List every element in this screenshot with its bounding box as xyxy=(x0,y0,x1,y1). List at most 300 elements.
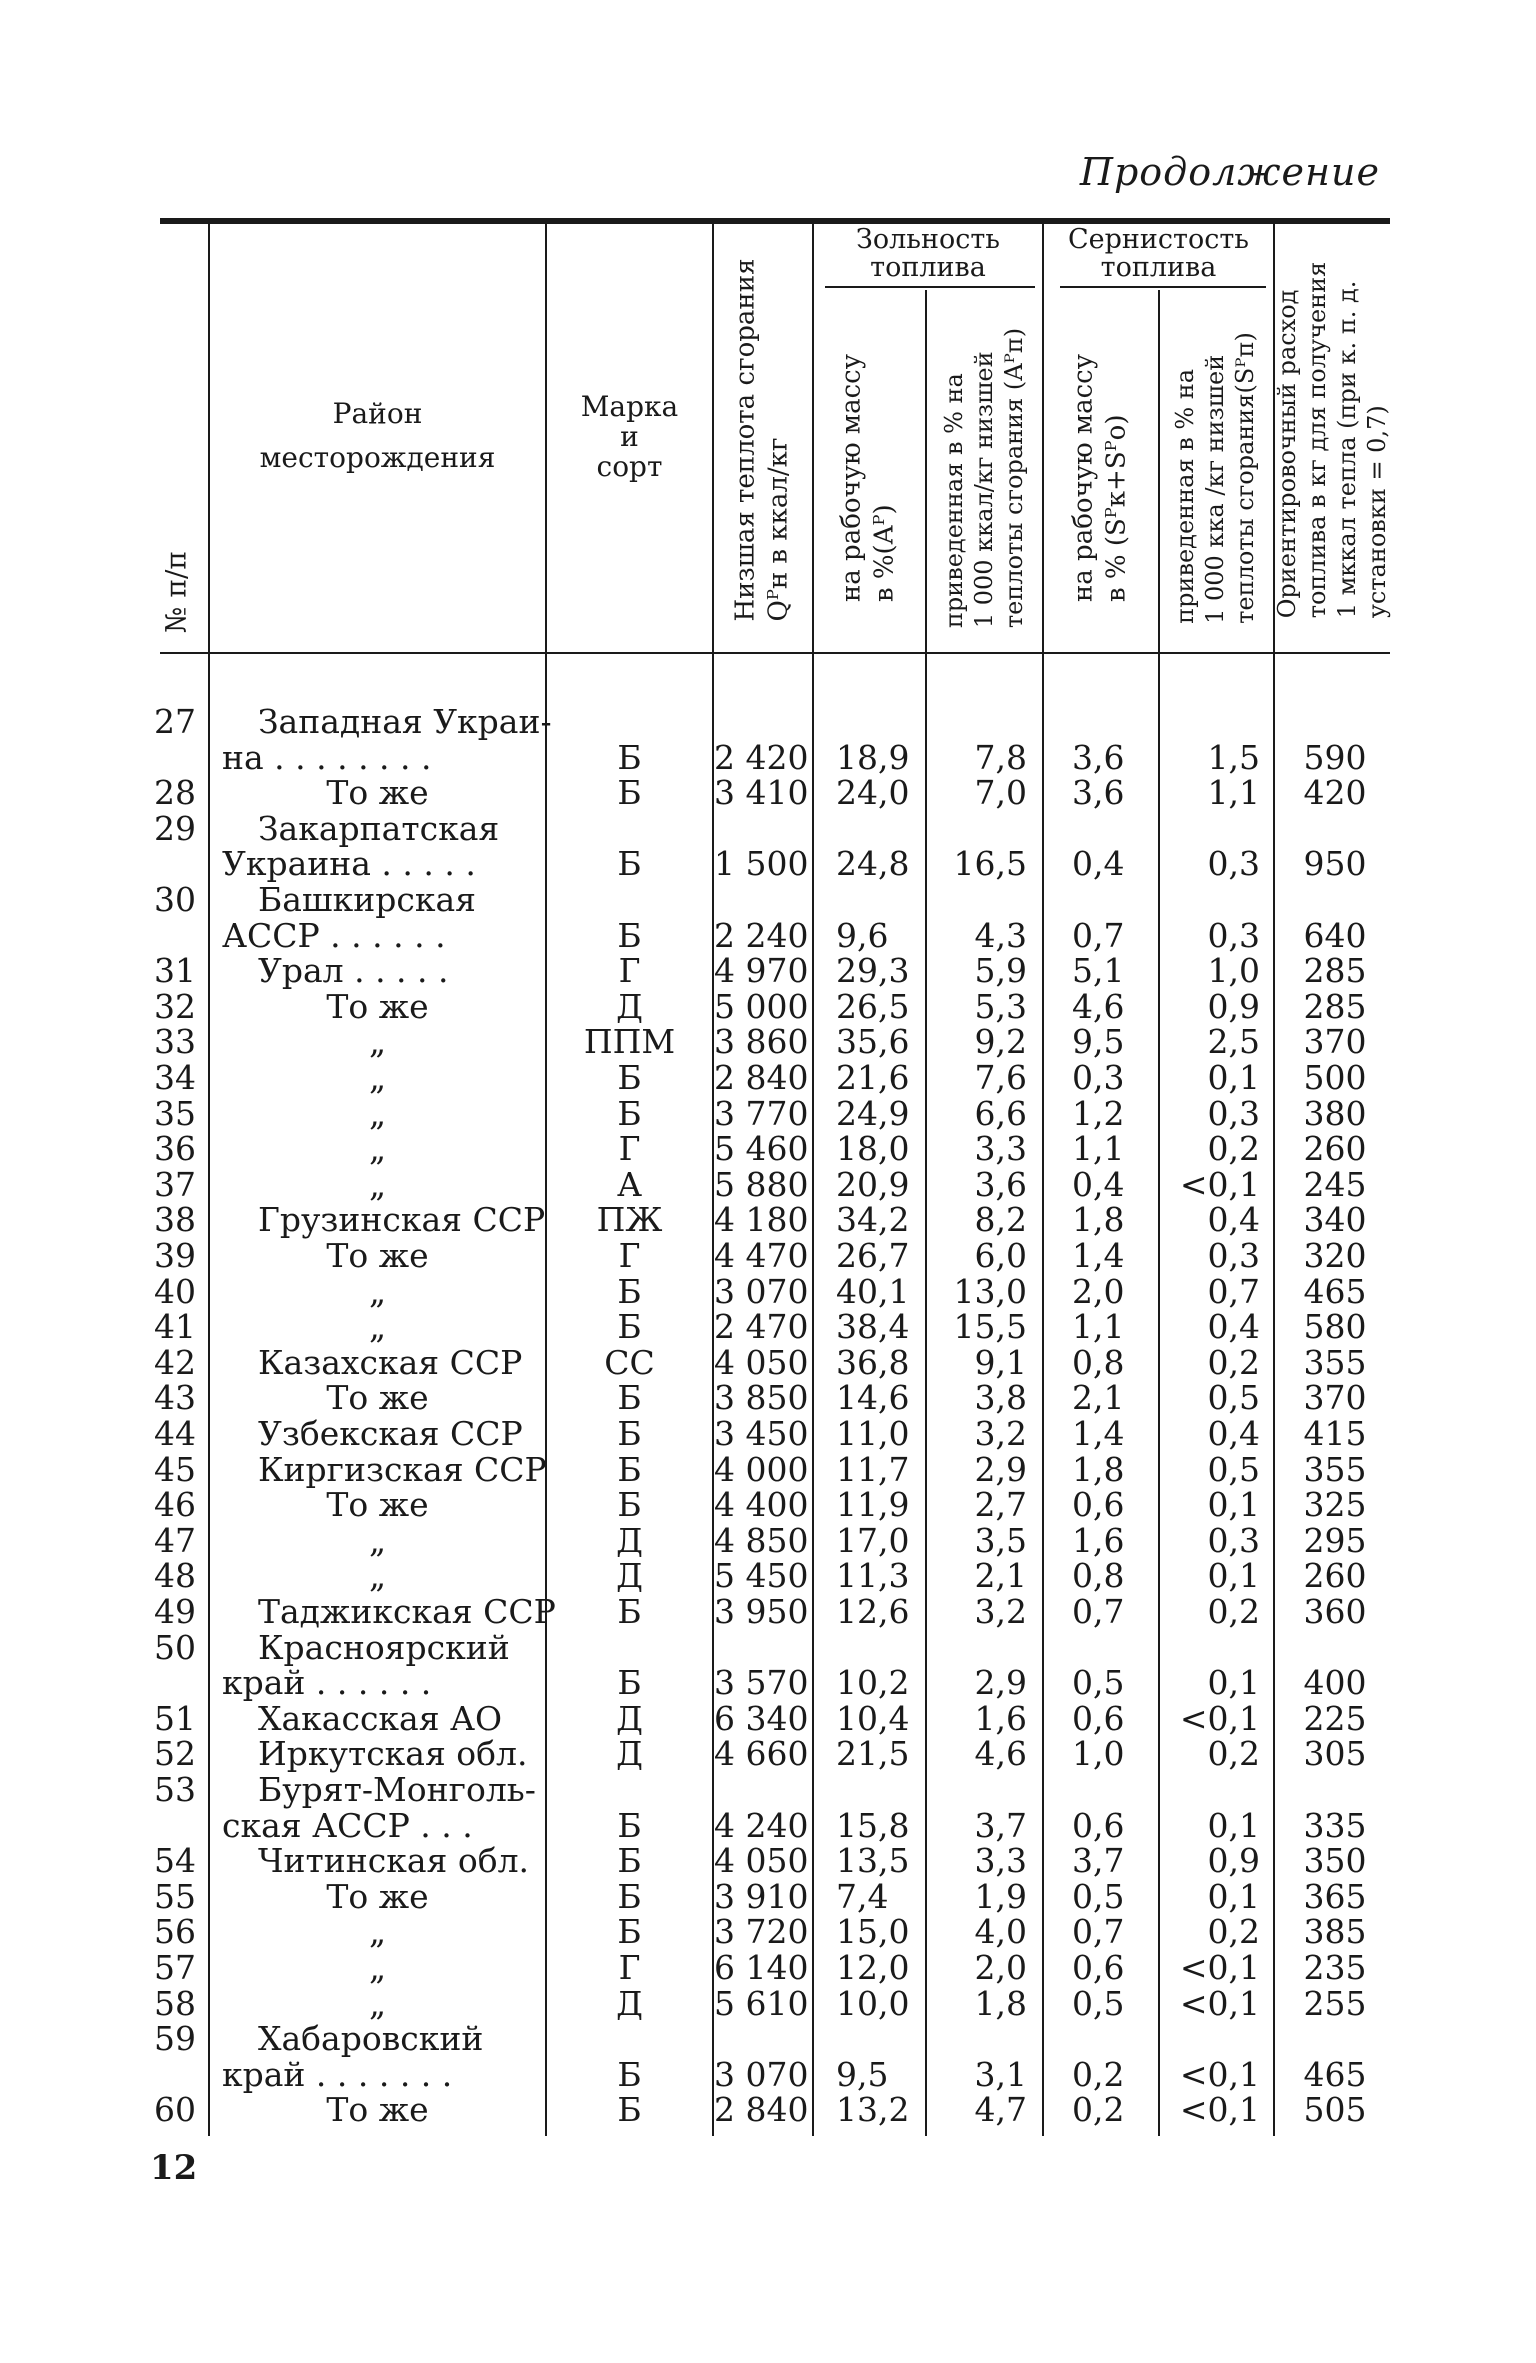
row-number: 51 xyxy=(154,1698,196,1738)
ash-reduced-value: 2,9 xyxy=(974,1663,1027,1703)
ditto-mark: „ xyxy=(368,1983,387,2023)
fuel-brand: ПЖ xyxy=(596,1200,663,1240)
ash-reduced-value: 4,7 xyxy=(974,2090,1027,2130)
fuel-consumption-value: 305 xyxy=(1303,1734,1367,1774)
region-name: Западная Украи- xyxy=(258,702,552,741)
ash-working-value: 34,2 xyxy=(836,1200,910,1240)
ash-reduced-value: 9,1 xyxy=(974,1342,1027,1382)
fuel-brand: А xyxy=(617,1164,642,1204)
heat-value: 4 240 xyxy=(714,1805,809,1845)
ash-reduced-value: 9,2 xyxy=(974,1022,1027,1062)
ash-reduced-value: 5,9 xyxy=(974,951,1027,991)
ash-working-value: 26,5 xyxy=(836,986,910,1026)
row-number: 45 xyxy=(154,1449,196,1489)
ash-working-value: 10,4 xyxy=(836,1698,910,1738)
ash-reduced-value: 13,0 xyxy=(953,1271,1027,1311)
page-number: 12 xyxy=(150,2148,198,2188)
fuel-consumption-value: 325 xyxy=(1303,1485,1367,1525)
sulfur-working-value: 1,1 xyxy=(1072,1129,1125,1169)
ash-working-value: 38,4 xyxy=(836,1307,910,1347)
ash-reduced-value: 3,1 xyxy=(974,2054,1027,2094)
region-name: То же xyxy=(326,1378,429,1418)
ash-working-value: 40,1 xyxy=(836,1271,910,1311)
fuel-consumption-value: 590 xyxy=(1303,737,1367,777)
region-name: Таджикская ССР xyxy=(258,1592,556,1631)
sulfur-reduced-value: 0,5 xyxy=(1207,1449,1260,1489)
fuel-consumption-value: 400 xyxy=(1303,1663,1367,1703)
heat-value: 3 410 xyxy=(714,773,809,813)
ash-reduced-value: 3,3 xyxy=(974,1841,1027,1881)
fuel-consumption-value: 295 xyxy=(1303,1520,1367,1560)
fuel-consumption-value: 335 xyxy=(1303,1805,1367,1845)
row-number: 60 xyxy=(154,2090,196,2130)
sulfur-working-value: 1,0 xyxy=(1072,1734,1125,1774)
row-number: 55 xyxy=(154,1876,196,1916)
fuel-consumption-value: 500 xyxy=(1303,1058,1367,1097)
ash-working-value: 24,0 xyxy=(836,773,910,813)
sulfur-reduced-value: 2,5 xyxy=(1207,1022,1260,1062)
sulfur-working-value: 3,7 xyxy=(1072,1841,1125,1881)
heat-value: 6 340 xyxy=(714,1698,809,1738)
row-number: 40 xyxy=(154,1271,196,1311)
heat-value: 2 240 xyxy=(714,915,809,955)
row-number: 27 xyxy=(154,702,196,741)
heat-value: 4 400 xyxy=(714,1485,809,1525)
continuation-label: Продолжение xyxy=(1079,150,1380,194)
ash-reduced-value: 4,6 xyxy=(974,1734,1027,1774)
fuel-consumption-value: 465 xyxy=(1303,2054,1367,2094)
region-name: Хакасская АО xyxy=(258,1698,503,1738)
sulfur-reduced-value: <0,1 xyxy=(1179,1948,1260,1987)
ash-reduced-value: 5,3 xyxy=(974,986,1027,1026)
region-name: край . . . . . . xyxy=(222,1663,432,1703)
ditto-mark: „ xyxy=(368,1948,387,1987)
ash-reduced-value: 7,8 xyxy=(974,737,1027,777)
ditto-mark: „ xyxy=(368,1129,387,1169)
ash-reduced-value: 6,6 xyxy=(974,1093,1027,1133)
ash-working-value: 26,7 xyxy=(836,1236,910,1275)
sulfur-reduced-value: 0,2 xyxy=(1207,1129,1260,1169)
ash-reduced-value: 2,0 xyxy=(974,1948,1027,1987)
fuel-brand: Б xyxy=(617,1449,642,1489)
ash-working-value: 21,5 xyxy=(836,1734,910,1774)
fuel-consumption-value: 640 xyxy=(1303,915,1367,955)
fuel-brand: СС xyxy=(604,1342,655,1382)
sulfur-reduced-value: 0,1 xyxy=(1207,1876,1260,1916)
row-number: 50 xyxy=(154,1627,196,1667)
ash-reduced-value: 3,2 xyxy=(974,1592,1027,1631)
sulfur-working-value: 1,6 xyxy=(1072,1520,1125,1560)
sulfur-working-value: 0,5 xyxy=(1072,1663,1125,1703)
sulfur-working-value: 9,5 xyxy=(1072,1022,1125,1062)
sulfur-working-value: 0,4 xyxy=(1072,844,1125,884)
sulfur-reduced-value: 0,3 xyxy=(1207,844,1260,884)
sulfur-working-value: 0,5 xyxy=(1072,1983,1125,2023)
ash-reduced-value: 7,0 xyxy=(974,773,1027,813)
ash-reduced-value: 1,8 xyxy=(974,1983,1027,2023)
fuel-consumption-value: 465 xyxy=(1303,1271,1367,1311)
sulfur-reduced-value: 0,9 xyxy=(1207,986,1260,1026)
sulfur-reduced-value: 0,2 xyxy=(1207,1912,1260,1952)
heat-value: 3 910 xyxy=(714,1876,809,1916)
row-number: 52 xyxy=(154,1734,196,1774)
fuel-consumption-value: 245 xyxy=(1303,1164,1367,1204)
ditto-mark: „ xyxy=(368,1058,387,1097)
ash-reduced-value: 4,3 xyxy=(974,915,1027,955)
row-number: 36 xyxy=(154,1129,196,1169)
ash-working-value: 11,0 xyxy=(836,1414,910,1453)
sulfur-working-value: 3,6 xyxy=(1072,773,1125,813)
ditto-mark: „ xyxy=(368,1520,387,1560)
heat-value: 2 840 xyxy=(714,2090,809,2130)
ash-reduced-value: 16,5 xyxy=(953,844,1027,884)
sulfur-reduced-value: 0,2 xyxy=(1207,1734,1260,1774)
fuel-consumption-value: 370 xyxy=(1303,1378,1367,1418)
fuel-brand: Б xyxy=(617,1876,642,1916)
fuel-brand: Б xyxy=(617,773,642,813)
ash-reduced-value: 2,7 xyxy=(974,1485,1027,1525)
sulfur-reduced-value: <0,1 xyxy=(1179,2090,1260,2130)
sulfur-working-value: 0,4 xyxy=(1072,1164,1125,1204)
ash-working-value: 10,2 xyxy=(836,1663,910,1703)
sulfur-working-value: 0,7 xyxy=(1072,1912,1125,1952)
ash-working-value: 10,0 xyxy=(836,1983,910,2023)
row-number: 48 xyxy=(154,1556,196,1596)
fuel-consumption-value: 385 xyxy=(1303,1912,1367,1952)
ditto-mark: „ xyxy=(368,1022,387,1062)
sulfur-reduced-value: 0,5 xyxy=(1207,1378,1260,1418)
sulfur-working-value: 0,7 xyxy=(1072,1592,1125,1631)
sulfur-reduced-value: 1,5 xyxy=(1207,737,1260,777)
heat-value: 4 850 xyxy=(714,1520,809,1560)
sulfur-reduced-value: 0,1 xyxy=(1207,1556,1260,1596)
fuel-consumption-value: 420 xyxy=(1303,773,1367,813)
heat-value: 4 180 xyxy=(714,1200,809,1240)
row-number: 58 xyxy=(154,1983,196,2023)
fuel-consumption-value: 380 xyxy=(1303,1093,1367,1133)
fuel-brand: Б xyxy=(617,1841,642,1881)
sulfur-reduced-value: 0,2 xyxy=(1207,1592,1260,1631)
sulfur-reduced-value: <0,1 xyxy=(1179,1164,1260,1204)
sulfur-working-value: 0,8 xyxy=(1072,1342,1125,1382)
heat-value: 3 450 xyxy=(714,1414,809,1453)
heat-value: 2 420 xyxy=(714,737,809,777)
fuel-consumption-value: 365 xyxy=(1303,1876,1367,1916)
sulfur-working-value: 2,0 xyxy=(1072,1271,1125,1311)
ditto-mark: „ xyxy=(368,1307,387,1347)
sulfur-working-value: 4,6 xyxy=(1072,986,1125,1026)
fuel-brand: Б xyxy=(617,1307,642,1347)
fuel-consumption-value: 415 xyxy=(1303,1414,1367,1453)
ash-reduced-value: 4,0 xyxy=(974,1912,1027,1952)
fuel-consumption-value: 950 xyxy=(1303,844,1367,884)
heat-value: 3 570 xyxy=(714,1663,809,1703)
header-sulfur-group: Сернистость топлива xyxy=(1068,224,1249,283)
region-name: Урал . . . . . xyxy=(258,951,449,991)
ash-working-value: 9,5 xyxy=(836,2054,889,2094)
row-number: 42 xyxy=(154,1342,196,1382)
sulfur-working-value: 1,4 xyxy=(1072,1414,1125,1453)
fuel-brand: Г xyxy=(618,951,641,991)
row-number: 34 xyxy=(154,1058,196,1097)
header-heat-value: Низшая теплота сгорания Qᴾн в ккал/кг xyxy=(730,258,793,622)
header-fuel-consumption: Ориентировочный расход топлива в кг для получения 1 мккал тепла (при к. п. д. установки = 0,7) xyxy=(1273,261,1391,619)
fuel-brand: Б xyxy=(617,1414,642,1453)
sulfur-working-value: 1,2 xyxy=(1072,1093,1125,1133)
header-ash-reduced: приведенная в % на 1 000 ккал/кг низшей теплоты сгорания (Aᴾп) xyxy=(940,327,1028,629)
sulfur-reduced-value: 0,3 xyxy=(1207,1520,1260,1560)
sulfur-reduced-value: 0,7 xyxy=(1207,1271,1260,1311)
region-name: То же xyxy=(326,1876,429,1916)
fuel-brand: Г xyxy=(618,1236,641,1275)
sulfur-reduced-value: 0,4 xyxy=(1207,1307,1260,1347)
heat-value: 2 470 xyxy=(714,1307,809,1347)
fuel-brand: ППМ xyxy=(583,1022,676,1062)
ash-working-value: 11,3 xyxy=(836,1556,910,1596)
sulfur-reduced-value: 0,2 xyxy=(1207,1342,1260,1382)
ash-reduced-value: 3,5 xyxy=(974,1520,1027,1560)
region-name: То же xyxy=(326,773,429,813)
fuel-brand: Б xyxy=(617,1592,642,1631)
header-row-number: № п/п xyxy=(159,550,193,634)
region-name: Казахская ССР xyxy=(258,1342,523,1382)
ditto-mark: „ xyxy=(368,1556,387,1596)
sulfur-working-value: 1,8 xyxy=(1072,1449,1125,1489)
heat-value: 5 460 xyxy=(714,1129,809,1169)
region-name: То же xyxy=(326,2090,429,2130)
sulfur-reduced-value: 1,0 xyxy=(1207,951,1260,991)
ash-reduced-value: 7,6 xyxy=(974,1058,1027,1097)
row-number: 30 xyxy=(154,880,196,919)
ash-reduced-value: 6,0 xyxy=(974,1236,1027,1275)
heat-value: 3 070 xyxy=(714,1271,809,1311)
ash-working-value: 29,3 xyxy=(836,951,910,991)
fuel-brand: Б xyxy=(617,844,642,884)
row-number: 53 xyxy=(154,1770,196,1809)
ash-working-value: 12,6 xyxy=(836,1592,910,1631)
fuel-brand: Г xyxy=(618,1129,641,1169)
sulfur-working-value: 0,6 xyxy=(1072,1805,1125,1845)
ditto-mark: „ xyxy=(368,1093,387,1133)
fuel-consumption-value: 285 xyxy=(1303,986,1367,1026)
sulfur-working-value: 0,5 xyxy=(1072,1876,1125,1916)
row-number: 35 xyxy=(154,1093,196,1133)
ash-reduced-value: 3,2 xyxy=(974,1414,1027,1453)
fuel-brand: Б xyxy=(617,2090,642,2130)
ditto-mark: „ xyxy=(368,1271,387,1311)
ash-reduced-value: 3,7 xyxy=(974,1805,1027,1845)
ash-working-value: 7,4 xyxy=(836,1876,889,1916)
region-name: Красноярский xyxy=(258,1627,510,1667)
region-name: Киргизская ССР xyxy=(258,1449,547,1489)
fuel-brand: Г xyxy=(618,1948,641,1987)
ash-working-value: 13,5 xyxy=(836,1841,910,1881)
row-number: 59 xyxy=(154,2019,196,2059)
fuel-consumption-value: 260 xyxy=(1303,1556,1367,1596)
heat-value: 4 050 xyxy=(714,1342,809,1382)
ash-working-value: 11,7 xyxy=(836,1449,910,1489)
row-number: 38 xyxy=(154,1200,196,1240)
heat-value: 4 050 xyxy=(714,1841,809,1881)
row-number: 46 xyxy=(154,1485,196,1525)
fuel-consumption-value: 350 xyxy=(1303,1841,1367,1881)
fuel-consumption-value: 580 xyxy=(1303,1307,1367,1347)
sulfur-reduced-value: 1,1 xyxy=(1207,773,1260,813)
ash-reduced-value: 1,9 xyxy=(974,1876,1027,1916)
sulfur-reduced-value: 0,9 xyxy=(1207,1841,1260,1881)
region-name: То же xyxy=(326,1236,429,1275)
ash-working-value: 21,6 xyxy=(836,1058,910,1097)
fuel-brand: Б xyxy=(617,737,642,777)
heat-value: 4 970 xyxy=(714,951,809,991)
sulfur-working-value: 1,1 xyxy=(1072,1307,1125,1347)
region-name: Грузинская ССР xyxy=(258,1200,546,1240)
fuel-consumption-value: 285 xyxy=(1303,951,1367,991)
ash-working-value: 20,9 xyxy=(836,1164,910,1204)
sulfur-working-value: 1,4 xyxy=(1072,1236,1125,1275)
ash-working-value: 14,6 xyxy=(836,1378,910,1418)
ash-working-value: 9,6 xyxy=(836,915,889,955)
header-ash-working: на рабочую массу в %(Aᴾ) xyxy=(836,353,899,603)
sulfur-working-value: 0,7 xyxy=(1072,915,1125,955)
heat-value: 5 450 xyxy=(714,1556,809,1596)
sulfur-working-value: 1,8 xyxy=(1072,1200,1125,1240)
region-name: край . . . . . . . xyxy=(222,2054,453,2094)
sulfur-working-value: 5,1 xyxy=(1072,951,1125,991)
region-name: Закарпатская xyxy=(258,808,500,848)
heat-value: 5 610 xyxy=(714,1983,809,2023)
ditto-mark: „ xyxy=(368,1164,387,1204)
region-name: Бурят-Монголь- xyxy=(258,1770,536,1809)
ash-reduced-value: 3,8 xyxy=(974,1378,1027,1418)
sulfur-reduced-value: 0,1 xyxy=(1207,1058,1260,1097)
region-name: Читинская обл. xyxy=(258,1841,530,1881)
region-name: Украина . . . . . xyxy=(222,844,476,884)
fuel-brand: Б xyxy=(617,915,642,955)
heat-value: 3 770 xyxy=(714,1093,809,1133)
sulfur-reduced-value: 0,1 xyxy=(1207,1485,1260,1525)
ash-working-value: 24,9 xyxy=(836,1093,910,1133)
fuel-consumption-value: 260 xyxy=(1303,1129,1367,1169)
region-name: Хабаровский xyxy=(258,2019,484,2059)
sulfur-working-value: 0,8 xyxy=(1072,1556,1125,1596)
sulfur-working-value: 0,2 xyxy=(1072,2054,1125,2094)
ash-working-value: 35,6 xyxy=(836,1022,910,1062)
ash-reduced-value: 15,5 xyxy=(953,1307,1027,1347)
heat-value: 3 850 xyxy=(714,1378,809,1418)
header-sulfur-working: на рабочую массу в % (Sᴾк+Sᴾо) xyxy=(1068,353,1131,603)
header-sulfur-reduced: приведенная в % на 1 000 кка /кг низшей теплоты сгорания(Sᴾп) xyxy=(1171,332,1259,624)
row-number: 29 xyxy=(154,808,196,848)
heat-value: 5 880 xyxy=(714,1164,809,1204)
region-name: АССР . . . . . . xyxy=(222,915,446,955)
sulfur-reduced-value: 0,3 xyxy=(1207,1093,1260,1133)
row-number: 47 xyxy=(154,1520,196,1560)
row-number: 31 xyxy=(154,951,196,991)
fuel-brand: Б xyxy=(617,1271,642,1311)
fuel-brand: Б xyxy=(617,2054,642,2094)
heat-value: 3 720 xyxy=(714,1912,809,1952)
row-number: 54 xyxy=(154,1841,196,1881)
ash-working-value: 17,0 xyxy=(836,1520,910,1560)
row-number: 39 xyxy=(154,1236,196,1275)
ash-reduced-value: 3,3 xyxy=(974,1129,1027,1169)
sulfur-reduced-value: 0,1 xyxy=(1207,1805,1260,1845)
row-number: 44 xyxy=(154,1414,196,1453)
row-number: 28 xyxy=(154,773,196,813)
ash-working-value: 36,8 xyxy=(836,1342,910,1382)
sulfur-reduced-value: <0,1 xyxy=(1179,2054,1260,2094)
sulfur-working-value: 3,6 xyxy=(1072,737,1125,777)
sulfur-working-value: 0,6 xyxy=(1072,1698,1125,1738)
sulfur-reduced-value: 0,4 xyxy=(1207,1414,1260,1453)
sulfur-reduced-value: <0,1 xyxy=(1179,1983,1260,2023)
ash-working-value: 15,8 xyxy=(836,1805,910,1845)
region-name: То же xyxy=(326,1485,429,1525)
heat-value: 3 070 xyxy=(714,2054,809,2094)
fuel-brand: Д xyxy=(616,1520,643,1560)
heat-value: 4 470 xyxy=(714,1236,809,1275)
fuel-consumption-value: 505 xyxy=(1303,2090,1367,2130)
sulfur-reduced-value: <0,1 xyxy=(1179,1698,1260,1738)
fuel-consumption-value: 320 xyxy=(1303,1236,1367,1275)
row-number: 43 xyxy=(154,1378,196,1418)
sulfur-reduced-value: 0,4 xyxy=(1207,1200,1260,1240)
row-number: 56 xyxy=(154,1912,196,1952)
ash-reduced-value: 2,9 xyxy=(974,1449,1027,1489)
region-name: Иркутская обл. xyxy=(258,1734,528,1774)
fuel-brand: Б xyxy=(617,1663,642,1703)
fuel-brand: Б xyxy=(617,1378,642,1418)
fuel-consumption-value: 235 xyxy=(1303,1948,1367,1987)
fuel-brand: Б xyxy=(617,1485,642,1525)
fuel-consumption-value: 225 xyxy=(1303,1698,1367,1738)
header-ash-group: Зольность топлива xyxy=(856,224,1000,283)
ash-reduced-value: 3,6 xyxy=(974,1164,1027,1204)
ash-working-value: 24,8 xyxy=(836,844,910,884)
heat-value: 6 140 xyxy=(714,1948,809,1987)
sulfur-reduced-value: 0,3 xyxy=(1207,1236,1260,1275)
region-name: ская АССР . . . xyxy=(222,1805,473,1845)
ditto-mark: „ xyxy=(368,1912,387,1952)
heat-value: 1 500 xyxy=(714,844,809,884)
sulfur-working-value: 0,3 xyxy=(1072,1058,1125,1097)
header-region: Район месторождения xyxy=(259,397,496,474)
row-number: 32 xyxy=(154,986,196,1026)
sulfur-working-value: 0,6 xyxy=(1072,1485,1125,1525)
fuel-consumption-value: 340 xyxy=(1303,1200,1367,1240)
ash-reduced-value: 8,2 xyxy=(974,1200,1027,1240)
heat-value: 3 950 xyxy=(714,1592,809,1631)
fuel-brand: Д xyxy=(616,1983,643,2023)
ash-working-value: 13,2 xyxy=(836,2090,910,2130)
heat-value: 4 000 xyxy=(714,1449,809,1489)
fuel-brand: Д xyxy=(616,986,643,1026)
heat-value: 2 840 xyxy=(714,1058,809,1097)
fuel-brand: Д xyxy=(616,1734,643,1774)
region-name: на . . . . . . . . xyxy=(222,737,432,777)
fuel-brand: Б xyxy=(617,1805,642,1845)
header-brand: Марка и сорт xyxy=(580,390,679,483)
fuel-brand: Б xyxy=(617,1912,642,1952)
row-number: 49 xyxy=(154,1592,196,1631)
ash-working-value: 15,0 xyxy=(836,1912,910,1952)
fuel-consumption-value: 360 xyxy=(1303,1592,1367,1631)
fuel-consumption-value: 370 xyxy=(1303,1022,1367,1062)
sulfur-working-value: 0,2 xyxy=(1072,2090,1125,2130)
ash-working-value: 18,0 xyxy=(836,1129,910,1169)
region-name: То же xyxy=(326,986,429,1026)
